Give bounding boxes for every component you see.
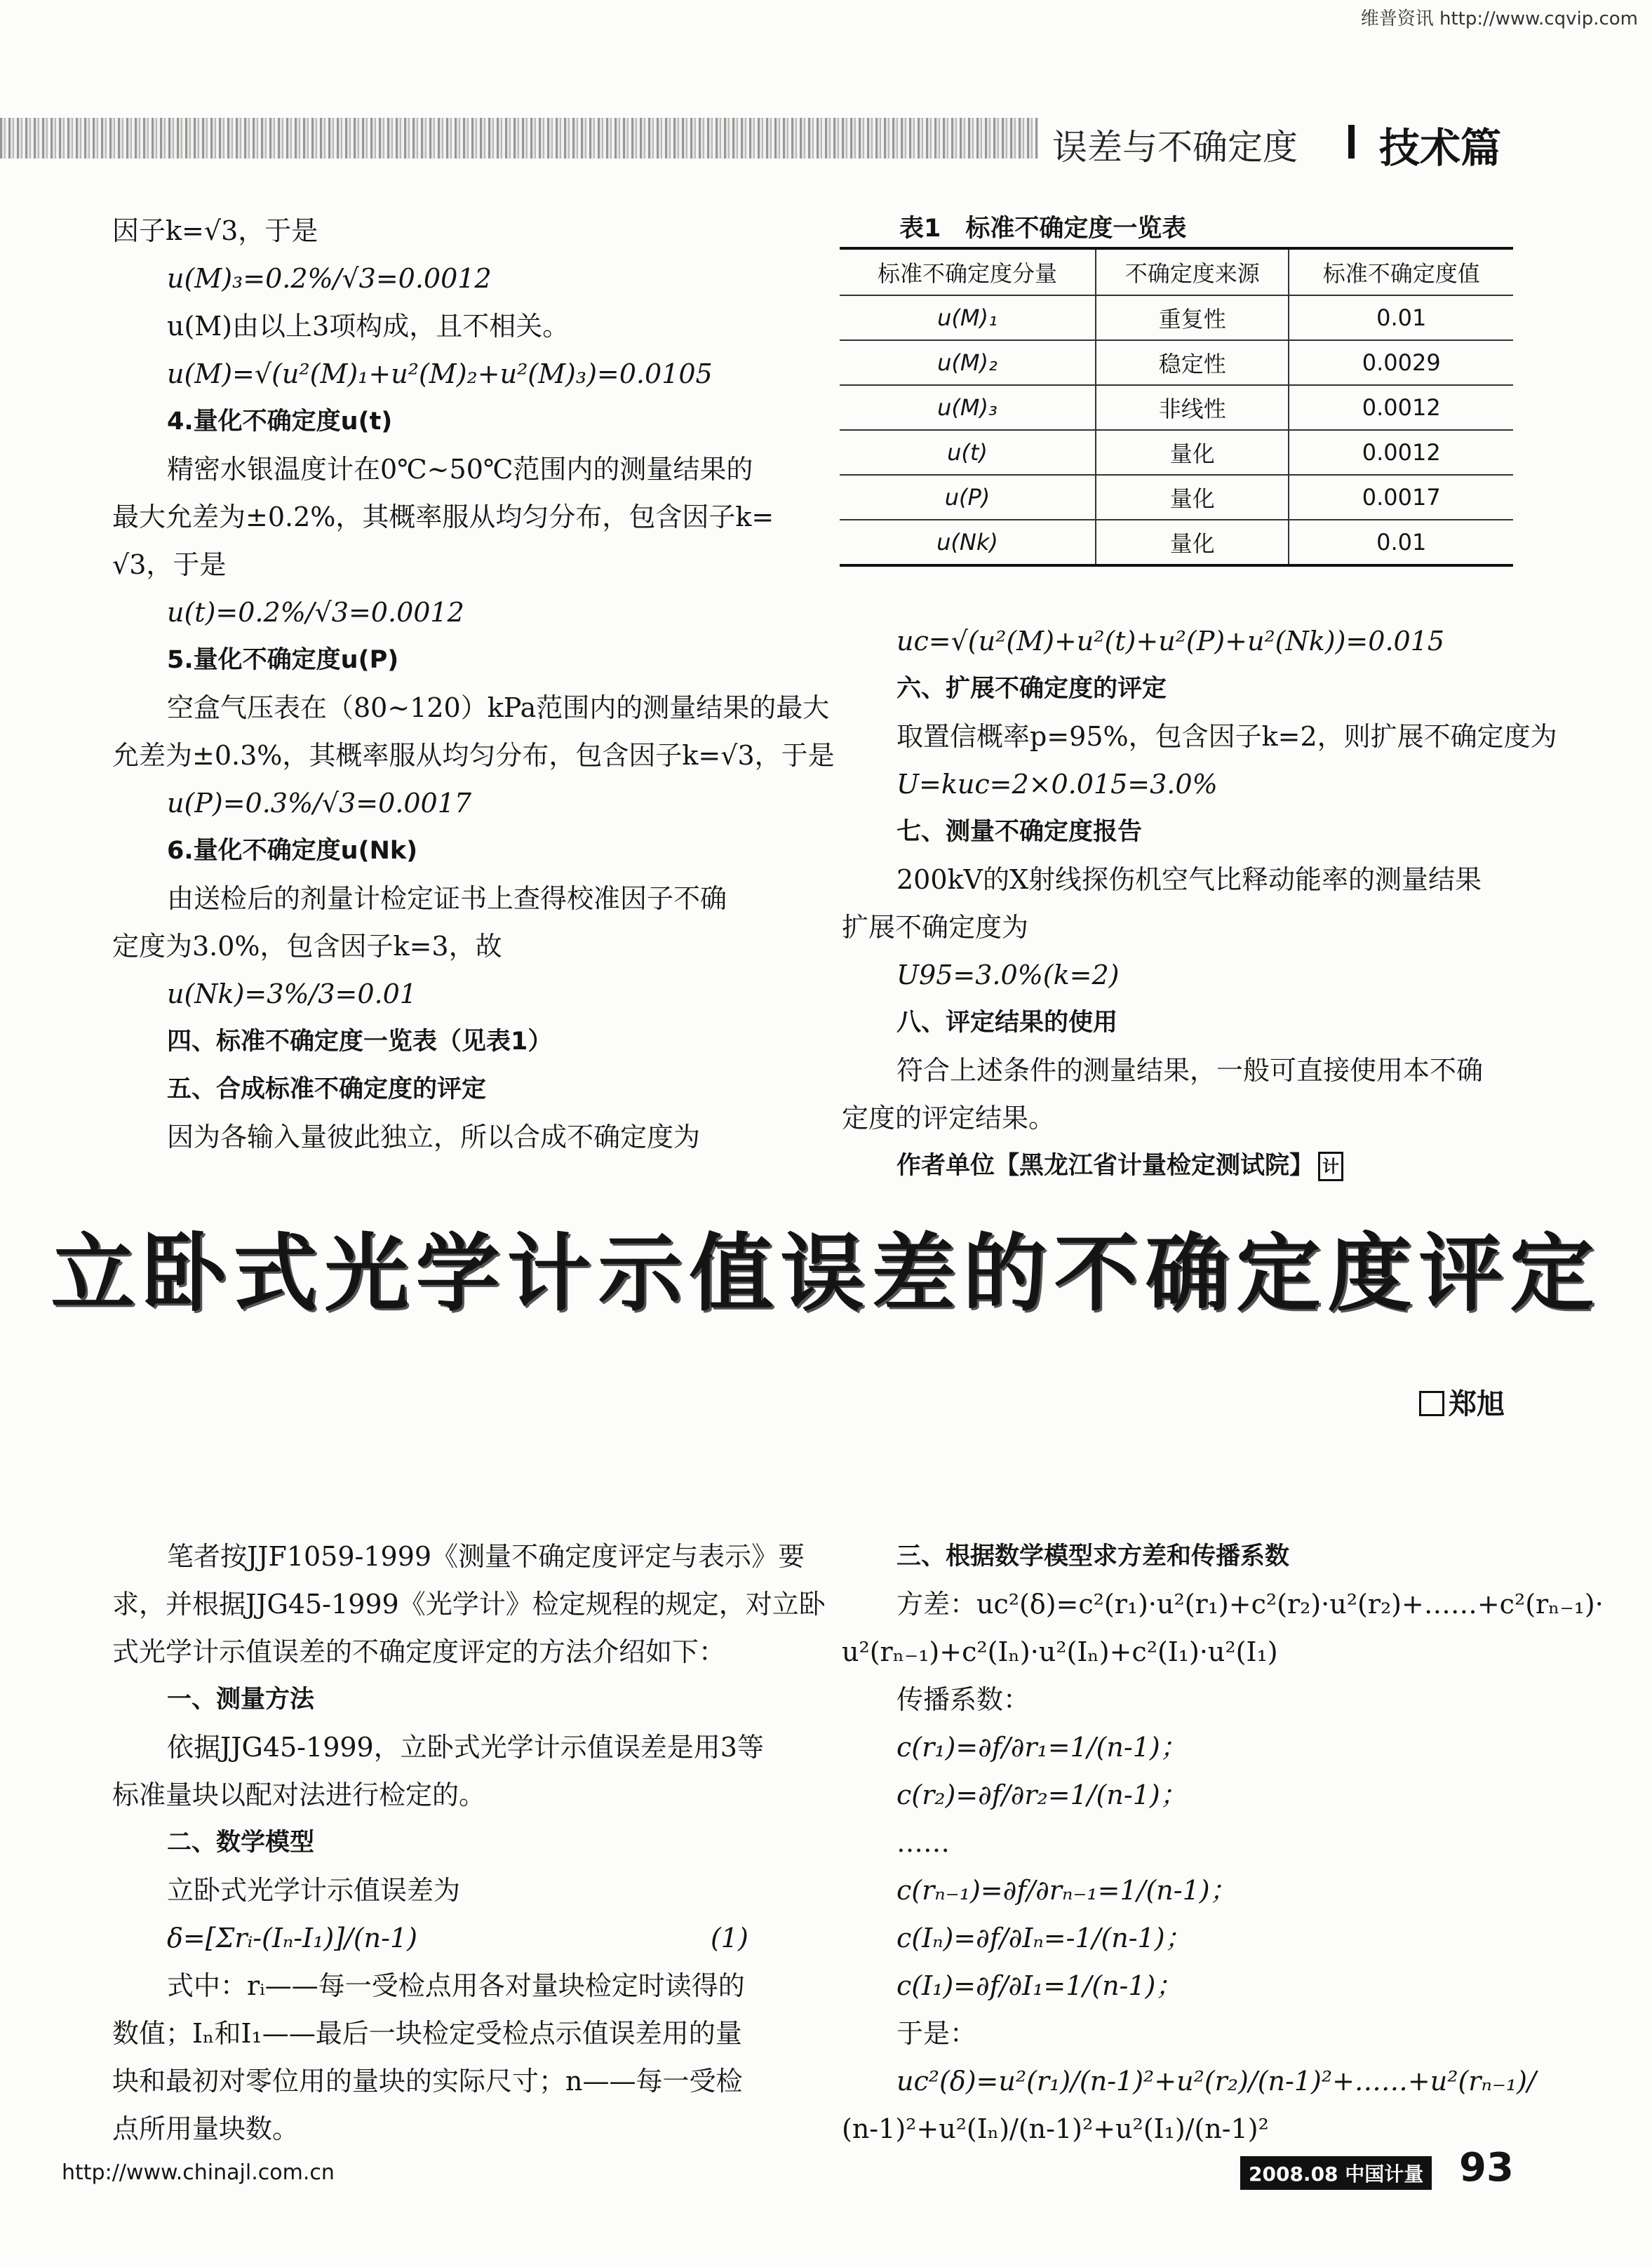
text-line: u(M)由以上3项构成，且不相关。: [167, 311, 570, 342]
equation-line: u(M)=√(u²(M)₁+u²(M)₂+u²(M)₃)=0.0105: [167, 358, 713, 389]
section-heading: 一、测量方法: [167, 1686, 315, 1714]
table-cell: u(M)₁: [840, 295, 1096, 340]
equation-line: uc=√(u²(M)+u²(t)+u²(P)+u²(Nk))=0.015: [896, 626, 1445, 657]
section-heading: 五、合成标准不确定度的评定: [167, 1075, 487, 1103]
table-cell: u(P): [840, 475, 1096, 520]
table-cell: 0.01: [1289, 295, 1513, 340]
section-heading: 八、评定结果的使用: [896, 1009, 1118, 1037]
text-line: 求，并根据JJG45-1999《光学计》检定规程的规定，对立卧: [112, 1589, 826, 1620]
header-divider: [1348, 125, 1355, 159]
table-row: [840, 430, 1513, 475]
prev-article-left-column: [112, 207, 835, 1161]
equation-line: uc²(δ)=u²(r₁)/(n-1)²+u²(r₂)/(n-1)²+……+u²(rₙ₋₁)/: [896, 2066, 1536, 2097]
table-caption: 表1 标准不确定度一览表: [899, 215, 1187, 243]
equation-line: U=kuc=2×0.015=3.0%: [896, 769, 1218, 800]
equation-line: c(I₁)=∂f/∂I₁=1/(n-1)；: [896, 1970, 1183, 2001]
section-heading: 4.量化不确定度u(t): [167, 408, 393, 436]
author-name: 郑旭: [1449, 1388, 1505, 1420]
article-title: 立卧式光学计示值误差的不确定度评定: [51, 1225, 1601, 1323]
section-heading: 6.量化不确定度u(Nk): [167, 837, 418, 865]
text-line: 符合上述条件的测量结果，一般可直接使用本不确: [896, 1055, 1484, 1086]
section-heading: 七、测量不确定度报告: [896, 818, 1143, 846]
page-number: 93: [1459, 2145, 1514, 2191]
text-line: 方差：uc²(δ)=c²(r₁)·u²(r₁)+c²(r₂)·u²(r₂)+……+c²(rₙ₋₁)·: [896, 1589, 1604, 1620]
table-cell: 0.0017: [1289, 475, 1513, 520]
text-line: 于是：: [896, 2018, 977, 2049]
text-line: 允差为±0.3%，其概率服从均匀分布，包含因子k=√3，于是: [112, 740, 835, 771]
prev-article-right-column: [842, 617, 1557, 1190]
text-line: 依据JJG45-1999，立卧式光学计示值误差是用3等: [167, 1732, 764, 1763]
section-heading: 六、扩展不确定度的评定: [896, 675, 1167, 703]
article-author: [1419, 1382, 1505, 1422]
footer-url[interactable]: http://www.chinajl.com.cn: [62, 2160, 335, 2185]
text-line: 扩展不确定度为: [842, 912, 1029, 943]
table-cell: 稳定性: [1096, 340, 1289, 385]
table-header-cell: 标准不确定度值: [1289, 248, 1513, 295]
table-cell: 重复性: [1096, 295, 1289, 340]
equation-line: u(P)=0.3%/√3=0.0017: [167, 788, 472, 819]
table-cell: 量化: [1096, 475, 1289, 520]
table-cell: u(Nk): [840, 520, 1096, 565]
section-heading: 5.量化不确定度u(P): [167, 646, 399, 674]
text-line: 最大允差为±0.2%，其概率服从均匀分布，包含因子k=: [112, 502, 774, 532]
equation-line: u(M)₃=0.2%/√3=0.0012: [167, 263, 492, 294]
text-line: 标准量块以配对法进行检定的。: [112, 1780, 486, 1810]
header-decorative-band: [0, 118, 1038, 159]
table-row: [840, 475, 1513, 520]
text-line: 式中：rᵢ——每一受检点用各对量块检定时读得的: [167, 1970, 745, 2001]
text-line: 因为各输入量彼此独立，所以合成不确定度为: [167, 1122, 701, 1152]
uncertainty-table: [840, 247, 1513, 567]
table-cell: u(M)₂: [840, 340, 1096, 385]
equation-line: c(rₙ₋₁)=∂f/∂rₙ₋₁=1/(n-1)；: [896, 1875, 1237, 1906]
text-line: 定度的评定结果。: [842, 1103, 1056, 1134]
article-right-column: [842, 1533, 1604, 2153]
table-header-cell: 标准不确定度分量: [840, 248, 1096, 295]
text-line: 精密水银温度计在0℃~50℃范围内的测量结果的: [167, 454, 753, 485]
text-line: u²(rₙ₋₁)+c²(Iₙ)·u²(Iₙ)+c²(I₁)·u²(I₁): [842, 1636, 1278, 1667]
text-line: 由送检后的剂量计检定证书上查得校准因子不确: [167, 883, 727, 914]
text-line: 笔者按JJF1059-1999《测量不确定度评定与表示》要: [167, 1541, 805, 1572]
text-line: 传播系数：: [896, 1684, 1030, 1715]
watermark-text: 维普资讯 http://www.cqvip.com: [1360, 8, 1638, 29]
table-cell: 0.0012: [1289, 385, 1513, 430]
header-column-title: 技术篇: [1379, 124, 1502, 172]
text-line: 200kV的X射线探伤机空气比释动能率的测量结果: [896, 864, 1482, 895]
section-heading: 三、根据数学模型求方差和传播系数: [896, 1542, 1290, 1570]
end-mark-icon: 计: [1318, 1152, 1343, 1181]
text-line: 取置信概率p=95%，包含因子k=2，则扩展不确定度为: [896, 721, 1557, 752]
footer-issue: 2008.08 中国计量: [1240, 2156, 1432, 2190]
table-header-row: [840, 248, 1513, 295]
text-line: 因子k=√3，于是: [112, 215, 318, 246]
table-cell: u(t): [840, 430, 1096, 475]
author-box-icon: [1419, 1391, 1444, 1416]
equation-line: c(Iₙ)=∂f/∂Iₙ=-1/(n-1)；: [896, 1923, 1192, 1953]
text-line: 空盒气压表在（80~120）kPa范围内的测量结果的最大: [167, 692, 830, 723]
equation-line: δ=[Σrᵢ-(Iₙ-I₁)]/(n-1) (1): [167, 1923, 748, 1953]
table-header-cell: 不确定度来源: [1096, 248, 1289, 295]
table-row: [840, 520, 1513, 565]
equation-line: u(t)=0.2%/√3=0.0012: [167, 597, 464, 628]
section-heading: 四、标准不确定度一览表（见表1）: [167, 1028, 553, 1056]
text-line: 立卧式光学计示值误差为: [167, 1875, 461, 1906]
article-left-column: [112, 1533, 826, 2153]
table-row: [840, 340, 1513, 385]
text-line: √3，于是: [112, 549, 227, 580]
table-cell: 0.0029: [1289, 340, 1513, 385]
table-cell: 量化: [1096, 520, 1289, 565]
table-cell: 非线性: [1096, 385, 1289, 430]
equation-line: c(r₂)=∂f/∂r₂=1/(n-1)；: [896, 1780, 1187, 1810]
section-heading: 二、数学模型: [167, 1829, 315, 1857]
header-section-title: 误差与不确定度: [1052, 127, 1298, 168]
equation-line: U95=3.0%(k=2): [896, 960, 1120, 990]
equation-line: c(r₁)=∂f/∂r₁=1/(n-1)；: [896, 1732, 1187, 1763]
equation-line: u(Nk)=3%/3=0.01: [167, 978, 417, 1009]
text-line: 块和最初对零位用的量块的实际尺寸；n——每一受检: [112, 2066, 743, 2097]
table-row: [840, 385, 1513, 430]
text-line: 数值；Iₙ和I₁——最后一块检定受检点示值误差用的量: [112, 2018, 742, 2049]
table-cell: 0.0012: [1289, 430, 1513, 475]
author-unit: [842, 1142, 1543, 1190]
table-cell: 量化: [1096, 430, 1289, 475]
table-cell: u(M)₃: [840, 385, 1096, 430]
text-line: ……: [896, 1827, 950, 1858]
text-line: (n-1)²+u²(Iₙ)/(n-1)²+u²(I₁)/(n-1)²: [842, 2113, 1269, 2144]
text-line: 式光学计示值误差的不确定度评定的方法介绍如下：: [112, 1636, 726, 1667]
text-line: 定度为3.0%，包含因子k=3，故: [112, 931, 502, 962]
table-cell: 0.01: [1289, 520, 1513, 565]
table-row: [840, 295, 1513, 340]
text-line: 点所用量块数。: [112, 2113, 300, 2144]
author-unit-text: 作者单位【黑龙江省计量检定测试院】: [896, 1152, 1315, 1180]
